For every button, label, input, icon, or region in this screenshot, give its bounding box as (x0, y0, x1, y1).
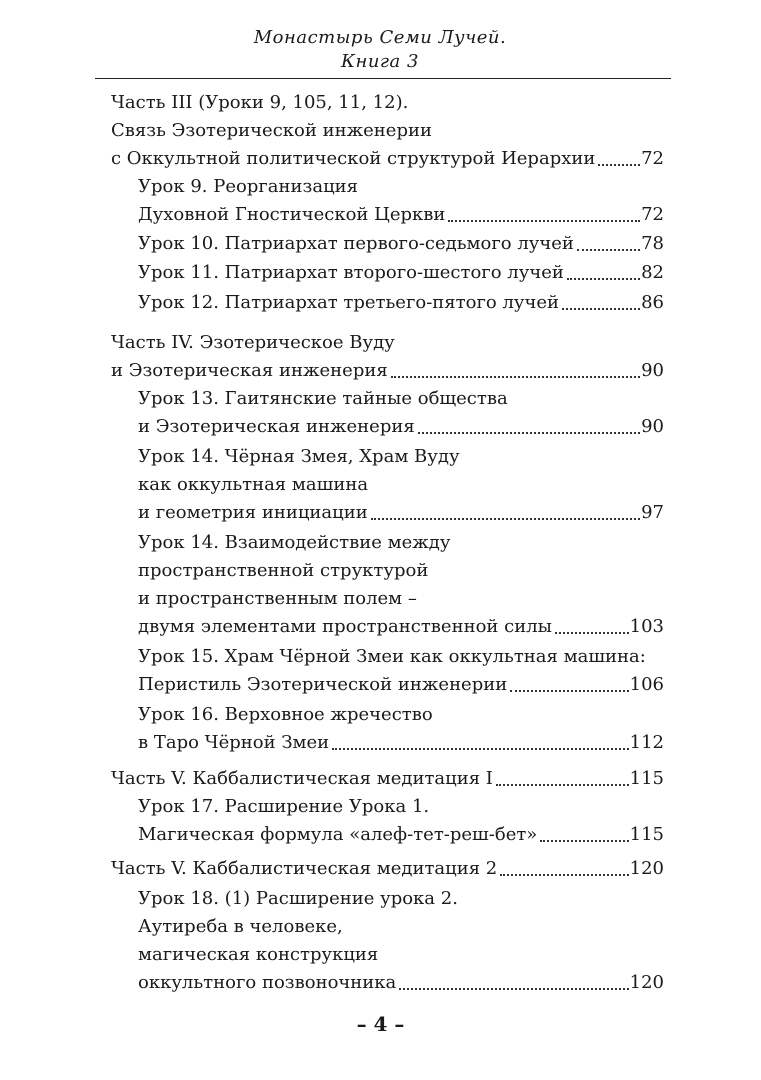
toc-entry-title: в Таро Чёрной Змеи (138, 732, 330, 753)
toc-entry (111, 114, 664, 144)
toc-entry-title: Урок 16. Верховное жречество (138, 704, 433, 725)
header-subtitle: Книга 3 (341, 51, 419, 72)
toc-entry-page: 120 (629, 972, 664, 993)
toc-entry-title: Часть V. Каббалистическая медитация I (111, 768, 493, 789)
toc-entry-title: и пространственным полем – (138, 588, 417, 609)
toc-entry-title: Перистиль Эзотерической инженерии (138, 674, 508, 695)
dot-leader (598, 163, 640, 166)
toc-entry (138, 790, 664, 820)
toc-entry-title: Урок 14. Взаимодействие между (138, 532, 451, 553)
toc-entry (138, 468, 664, 498)
toc-entry (138, 286, 664, 316)
toc-entry-page: 120 (629, 858, 664, 879)
toc-entry-title: Урок 15. Храм Чёрной Змеи как оккультная машина: (138, 646, 646, 667)
header-title: Монастырь Семи Лучей. (253, 27, 507, 48)
toc-entry (138, 610, 664, 640)
toc-entry-title: магическая конструкция (138, 944, 379, 965)
table-of-contents (111, 0, 664, 1000)
toc-entry-title: и Эзотерическая инженерия (111, 360, 388, 381)
dot-leader (577, 248, 640, 251)
toc-entry (138, 410, 664, 440)
toc-entry-title: и Эзотерическая инженерия (138, 416, 415, 437)
toc-entry-page: 72 (641, 204, 664, 225)
toc-entry (138, 496, 664, 526)
toc-entry-page: 78 (641, 233, 664, 254)
toc-entry-title: Аутиреба в человеке, (138, 916, 343, 937)
dot-leader (448, 219, 640, 222)
toc-entry-title: Часть V. Каббалистическая медитация 2 (111, 858, 498, 879)
toc-entry-title: Духовной Гностической Церкви (138, 204, 446, 225)
toc-entry-page: 115 (629, 824, 664, 845)
toc-entry (111, 354, 664, 384)
toc-entry (138, 640, 664, 670)
toc-entry (138, 726, 664, 756)
toc-entry (111, 762, 664, 792)
toc-entry-title: Урок 17. Расширение Урока 1. (138, 796, 430, 817)
toc-entry-title: Часть IV. Эзотерическое Вуду (111, 332, 395, 353)
toc-entry (138, 818, 664, 848)
toc-entry-title: Связь Эзотерической инженерии (111, 120, 432, 141)
toc-entry-title: Урок 13. Гаитянские тайные общества (138, 388, 508, 409)
dot-leader (555, 631, 629, 634)
toc-entry-page: 72 (641, 148, 664, 169)
toc-entry (111, 326, 664, 356)
toc-entry-title: Урок 10. Патриархат первого-седьмого лучей (138, 233, 574, 254)
toc-entry-title: Часть III (Уроки 9, 105, 11, 12). (111, 92, 409, 113)
dot-leader (540, 839, 628, 842)
dot-leader (399, 987, 628, 990)
dot-leader (500, 873, 628, 876)
toc-entry-page: 103 (629, 616, 664, 637)
toc-entry (138, 966, 664, 996)
toc-entry-page: 90 (641, 360, 664, 381)
toc-entry (138, 910, 664, 940)
toc-entry-title: Урок 11. Патриархат второго-шестого лучей (138, 262, 564, 283)
page-number: – 4 – (356, 1012, 405, 1036)
toc-entry-title: двумя элементами пространственной силы (138, 616, 552, 637)
toc-entry-page: 86 (641, 292, 664, 313)
toc-entry (138, 382, 664, 412)
toc-entry (111, 852, 664, 882)
toc-entry-title: оккультного позвоночника (138, 972, 397, 993)
toc-entry-title: с Оккультной политической структурой Иерархии (111, 148, 596, 169)
toc-entry-title: Урок 18. (1) Расширение урока 2. (138, 888, 458, 909)
toc-entry (111, 142, 664, 172)
toc-entry-page: 82 (641, 262, 664, 283)
toc-entry (138, 698, 664, 728)
toc-entry (138, 882, 664, 912)
toc-entry (138, 170, 664, 200)
toc-entry (138, 526, 664, 556)
toc-entry (138, 938, 664, 968)
dot-leader (371, 517, 640, 520)
toc-entry (138, 440, 664, 470)
toc-entry-title: Урок 9. Реорганизация (138, 176, 358, 197)
toc-entry-title: Урок 12. Патриархат третьего-пятого лучей (138, 292, 560, 313)
toc-entry (138, 256, 664, 286)
dot-leader (496, 783, 629, 786)
toc-entry-title: Магическая формула «алеф-тет-реш-бет» (138, 824, 538, 845)
dot-leader (391, 375, 640, 378)
toc-entry (111, 86, 664, 116)
dot-leader (562, 307, 640, 310)
dot-leader (510, 689, 628, 692)
toc-entry-title: и геометрия инициации (138, 502, 368, 523)
toc-entry-title: как оккультная машина (138, 474, 369, 495)
toc-entry-page: 106 (629, 674, 664, 695)
dot-leader (332, 747, 628, 750)
toc-entry-title: пространственной структурой (138, 560, 429, 581)
toc-entry (138, 554, 664, 584)
toc-entry (138, 227, 664, 257)
toc-entry-page: 97 (641, 502, 664, 523)
dot-leader (418, 431, 640, 434)
dot-leader (567, 277, 640, 280)
toc-entry-page: 90 (641, 416, 664, 437)
toc-entry (138, 198, 664, 228)
toc-entry (138, 668, 664, 698)
toc-entry-page: 115 (629, 768, 664, 789)
toc-entry-page: 112 (629, 732, 664, 753)
toc-entry (138, 582, 664, 612)
toc-entry-title: Урок 14. Чёрная Змея, Храм Вуду (138, 446, 460, 467)
